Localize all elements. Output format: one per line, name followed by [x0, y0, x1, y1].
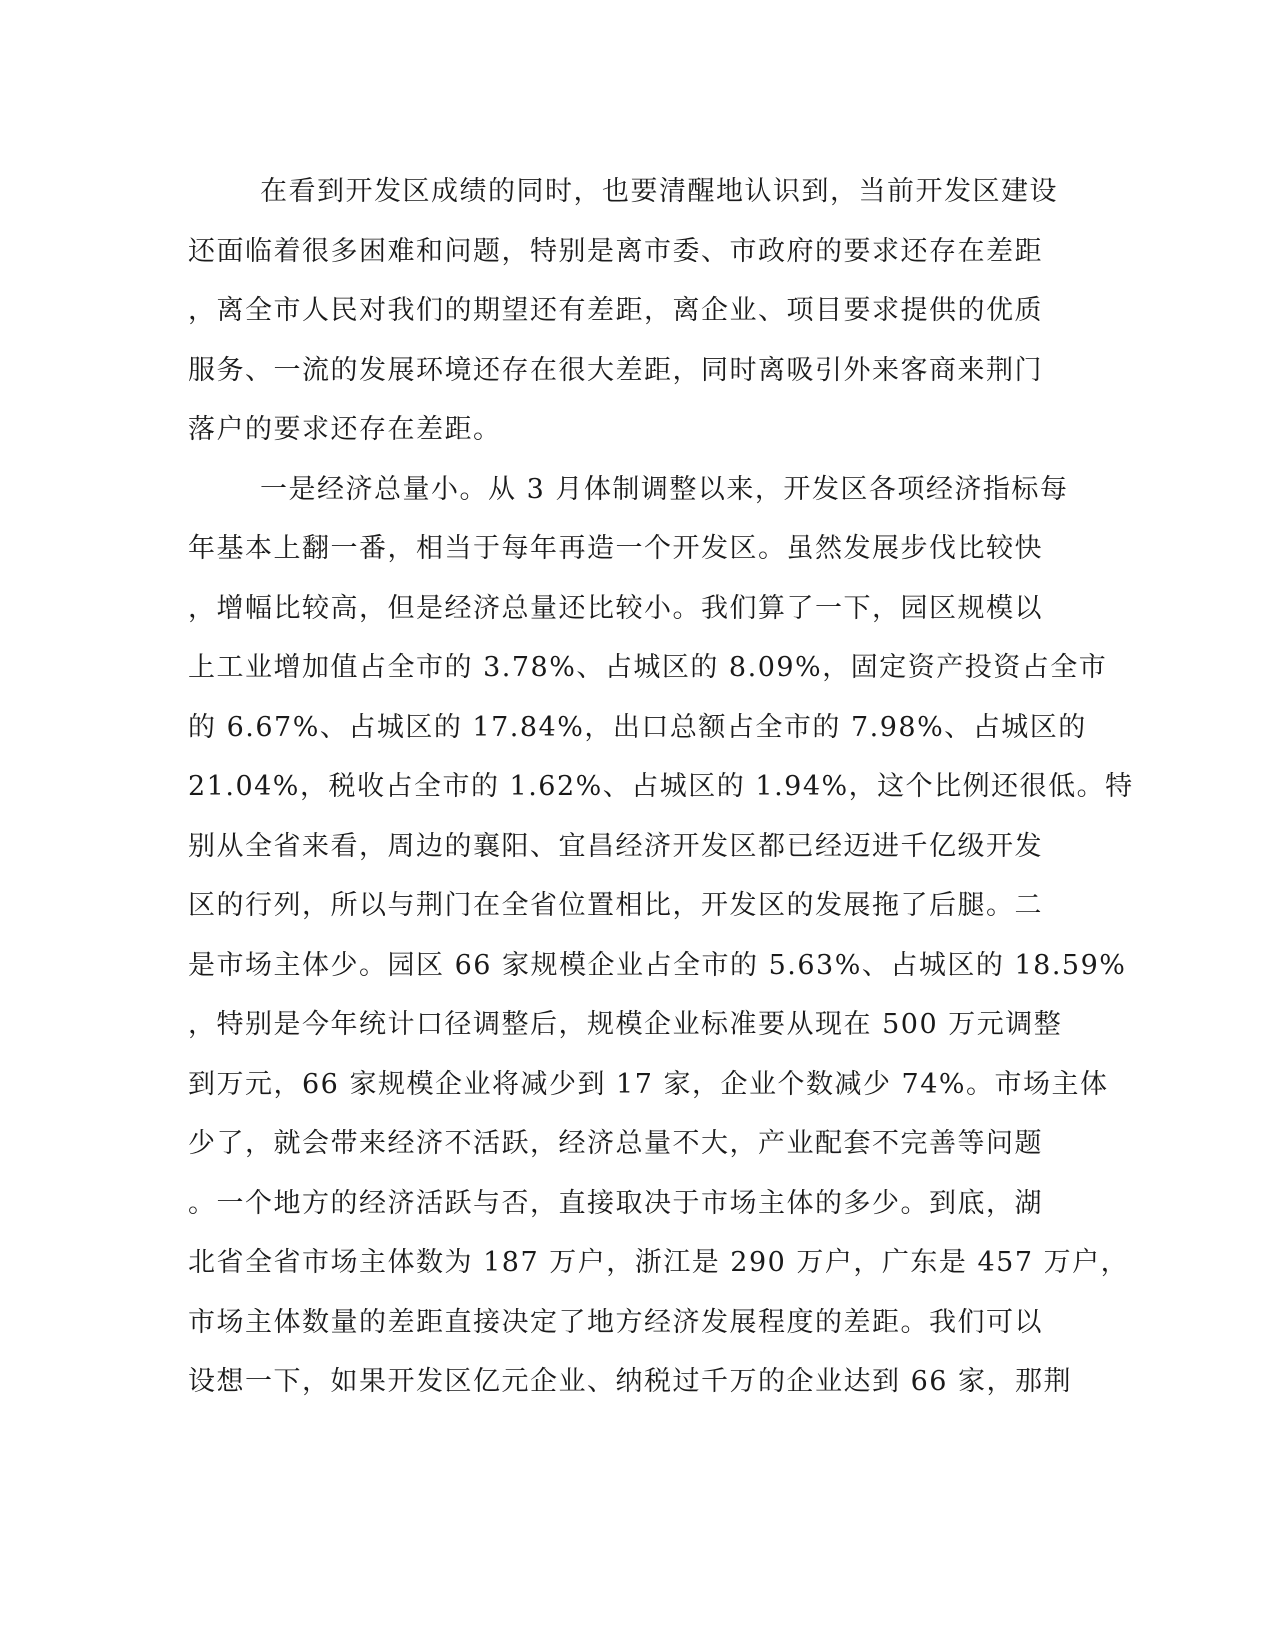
- paragraph-2-line: 年基本上翻一番，相当于每年再造一个开发区。虽然发展步伐比较快: [188, 533, 1043, 564]
- body-text: [188, 162, 1134, 1412]
- paragraph-1-line: 还面临着很多困难和问题，特别是离市委、市政府的要求还存在差距: [188, 235, 1043, 267]
- paragraph-1-line: 在看到开发区成绩的同时，也要清醒地认识到，当前开发区建设: [260, 176, 1058, 207]
- paragraph-1-line: ，离全市人民对我们的期望还有差距，离企业、项目要求提供的优质: [188, 295, 1043, 326]
- paragraph-2-line: 21.04%，税收占全市的 1.62%、占城区的 1.94%，这个比例还很低。特: [188, 771, 1134, 802]
- paragraph-2-line: 市场主体数量的差距直接决定了地方经济发展程度的差距。我们可以: [188, 1306, 1043, 1338]
- paragraph-2-line: 一是经济总量小。从 3 月体制调整以来，开发区各项经济指标每: [260, 473, 1069, 505]
- paragraph-2-line: 是市场主体少。园区 66 家规模企业占全市的 5.63%、占城区的 18.59%: [188, 949, 1127, 981]
- paragraph-2-line: 区的行列，所以与荆门在全省位置相比，开发区的发展拖了后腿。二: [188, 890, 1043, 921]
- paragraph-2-line: 的 6.67%、占城区的 17.84%，出口总额占全市的 7.98%、占城区的: [188, 711, 1087, 743]
- paragraph-2-line: 上工业增加值占全市的 3.78%、占城区的 8.09%，固定资产投资占全市: [188, 652, 1108, 683]
- paragraph-1-line: 服务、一流的发展环境还存在很大差距，同时离吸引外来客商来荆门: [188, 354, 1043, 386]
- paragraph-2-line: 设想一下，如果开发区亿元企业、纳税过千万的企业达到 66 家，那荆: [188, 1366, 1073, 1397]
- paragraph-2-line: 别从全省来看，周边的襄阳、宜昌经济开发区都已经迈进千亿级开发: [188, 830, 1043, 862]
- paragraph-2-line: 北省全省市场主体数为 187 万户，浙江是 290 万户，广东是 457 万户，: [188, 1247, 1130, 1278]
- paragraph-2-line: ，特别是今年统计口径调整后，规模企业标准要从现在 500 万元调整: [188, 1009, 1063, 1040]
- paragraph-2-line: ，增幅比较高，但是经济总量还比较小。我们算了一下，园区规模以: [188, 592, 1043, 624]
- paragraph-1-line: 落户的要求还存在差距。: [188, 414, 502, 445]
- paragraph-2-line: 到万元，66 家规模企业将减少到 17 家，企业个数减少 74%。市场主体: [188, 1068, 1109, 1100]
- paragraph-2-line: 少了，就会带来经济不活跃，经济总量不大，产业配套不完善等问题: [188, 1128, 1043, 1159]
- paragraph-2-line: 。一个地方的经济活跃与否，直接取决于市场主体的多少。到底，湖: [188, 1187, 1043, 1219]
